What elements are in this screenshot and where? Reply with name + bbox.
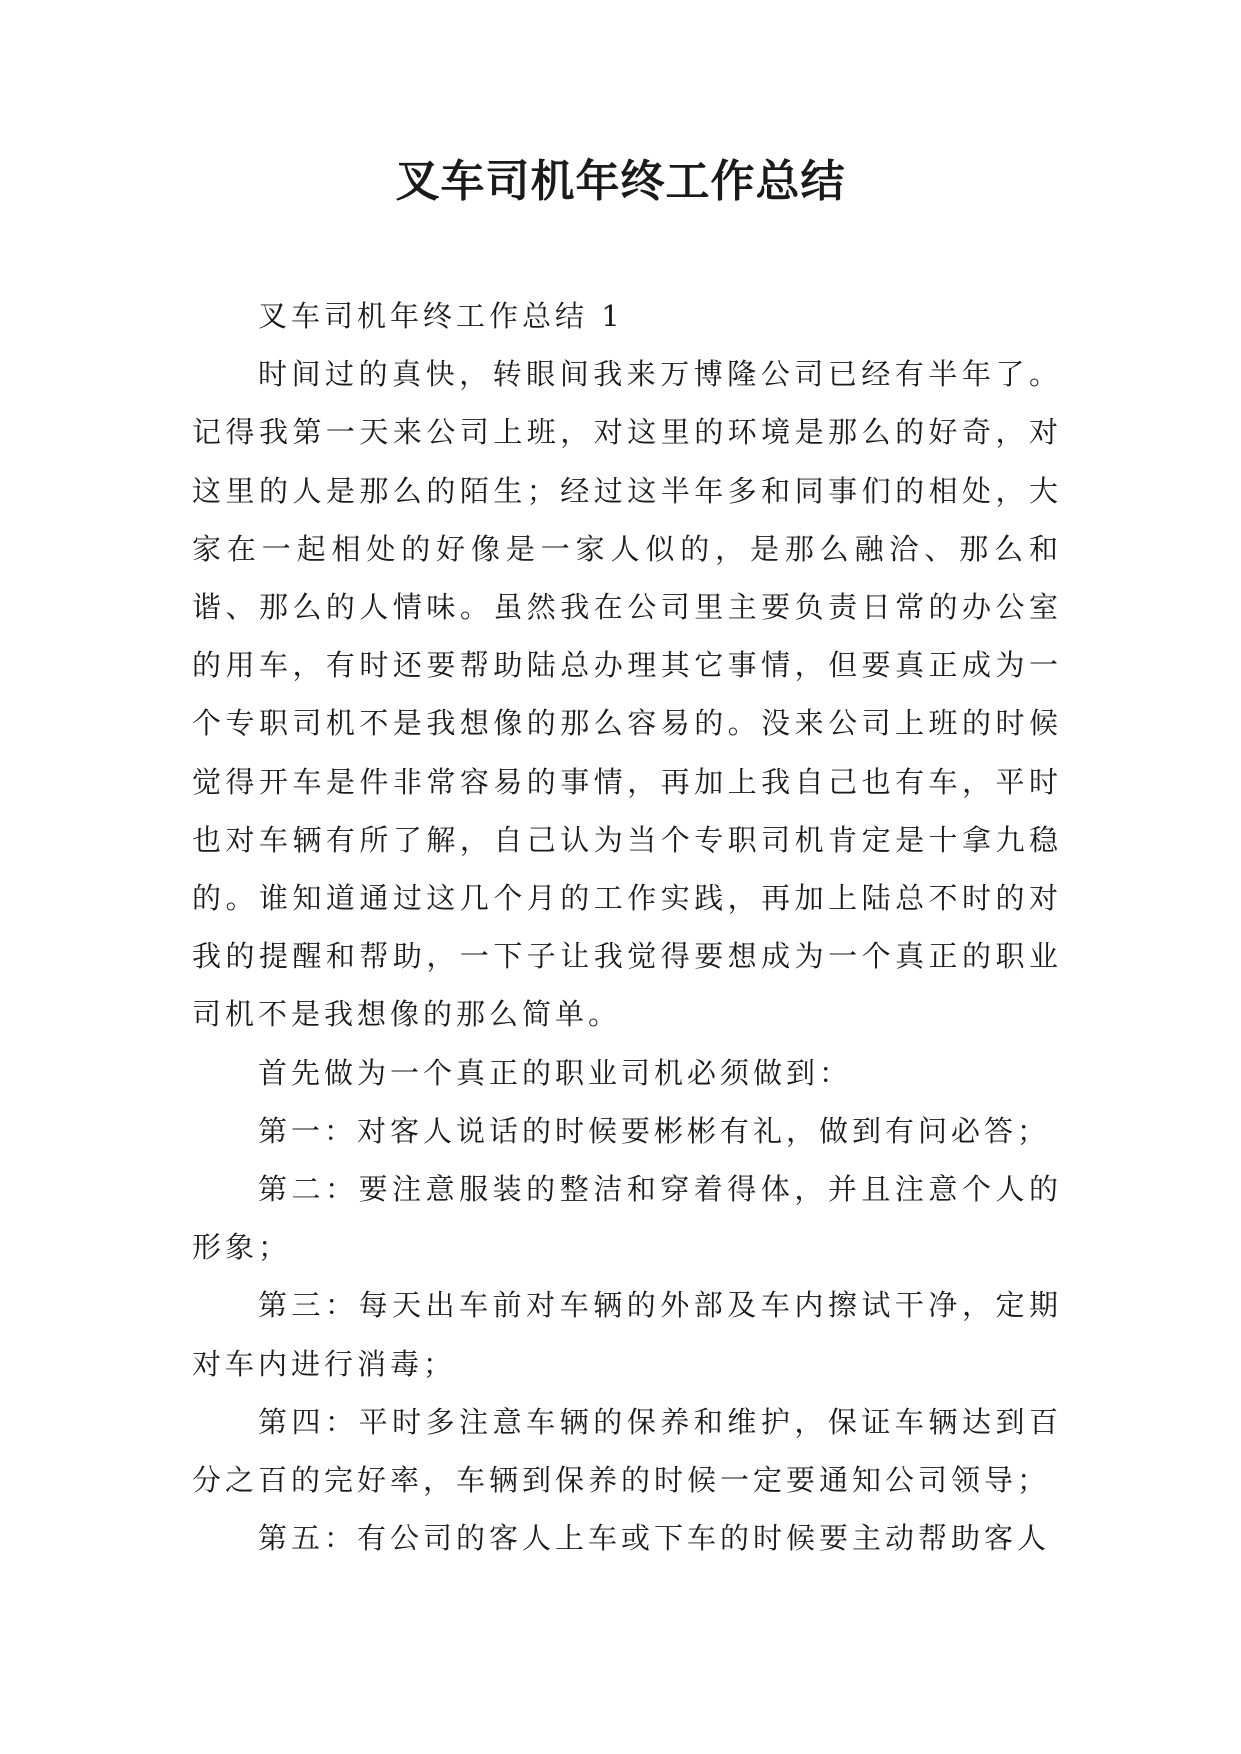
- list-item-5: 第五：有公司的客人上车或下车的时候要主动帮助客人: [258, 1521, 1051, 1556]
- list-item-1: 第一：对客人说话的时候要彬彬有礼，做到有问必答；: [258, 1113, 1051, 1148]
- document-title: 叉车司机年终工作总结: [395, 156, 846, 207]
- body-paragraph: 时间过的真快，转眼间我来万博隆公司已经有半年了。记得我第一天来公司上班，对这里的环境是那么的好奇，对这里的人是那么的陌生；经过这半年多和同事们的相处，大家在一起相处的好像是一家人似的，是那么融洽、那么和谐、那么的人情味。虽然我在公司里主要负责日常的办公室的用车，有时还要帮助陆总办理其它事情，但要真正成为一个专职司机不是我想像的那么容易的。没来公司上班的时候觉得开车是件非常容易的事情，再加上我自己也有车，平时也对车辆有所了解，自己认为当个专职司机肯定是十拿九稳的。谁知道通过这几个月的工作实践，再加上陆总不时的对我的提醒和帮助，一下子让我觉得要想成为一个真正的职业司机不是我想像的那么简单。: [192, 357, 1062, 1032]
- document-body: [192, 287, 1062, 1567]
- section-heading: 叉车司机年终工作总结 1: [258, 299, 624, 333]
- list-item-4: 第四：平时多注意车辆的保养和维护，保证车辆达到百分之百的完好率，车辆到保养的时候一定要通知公司领导；: [192, 1404, 1062, 1498]
- list-item-2: 第二：要注意服装的整洁和穿着得体，并且注意个人的形象；: [192, 1172, 1062, 1265]
- list-item-3: 第三：每天出车前对车辆的外部及车内擦试干净，定期对车内进行消毒；: [192, 1288, 1062, 1381]
- body-paragraph: 首先做为一个真正的职业司机必须做到：: [258, 1055, 853, 1090]
